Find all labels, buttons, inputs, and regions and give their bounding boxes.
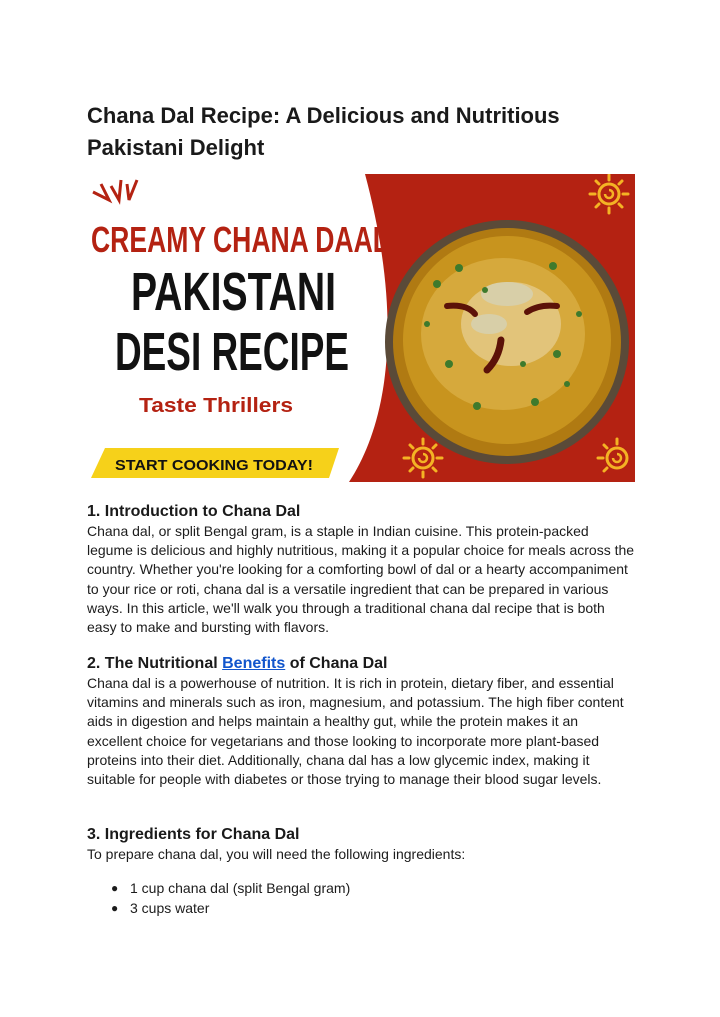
list-item [87,878,635,898]
benefits-link[interactable]: Benefits [222,655,286,672]
ingredient-text: 3 cups water [130,900,210,916]
decorative-strokes-icon [93,180,137,200]
heading-text-before: 2. The Nutritional [87,655,223,672]
section-body-ingredients: To prepare chana dal, you will need the following ingredients: [87,846,466,862]
banner-cta-text: START COOKING TODAY! [115,457,313,474]
banner-headline-2: PAKISTANI [131,262,336,322]
section-introduction [87,502,635,637]
bullet-icon: ● [111,901,119,915]
section-heading-introduction: 1. Introduction to Chana Dal [87,503,301,520]
section-heading-ingredients: 3. Ingredients for Chana Dal [87,826,300,843]
banner-headline-3: DESI RECIPE [115,322,349,382]
heading-text-after: of Chana Dal [285,655,388,672]
banner-headline-1: CREAMY CHANA DAAL [91,219,389,260]
bullet-icon: ● [111,881,119,895]
section-body-introduction: Chana dal, or split Bengal gram, is a staple in Indian cuisine. This protein-packed legume is delicious and highly nutritious, making it a popular choice for meals across the country. Whether you're looking for a comforting bowl of dal or a hearty accompaniment to your rice or roti, chana dal is a versatile ingredient that can be prepared in various ways. In this article, we'll walk you through a traditional chana dal recipe that is both easy to make and bursting with flavors. [87,523,635,636]
page-title: Chana Dal Recipe: A Delicious and Nutritious Pakistani Delight [87,103,560,160]
ingredient-text: 1 cup chana dal (split Bengal gram) [130,880,351,896]
section-heading-benefits [87,654,635,674]
section-ingredients [87,825,635,864]
list-item [87,898,635,918]
section-body-benefits: Chana dal is a powerhouse of nutrition. It is rich in protein, dietary fiber, and essential vitamins and minerals such as iron, magnesium, and potassium. The high fiber content aids in digestion and helps maintain a healthy gut, while the protein makes it an excellent choice for vegetarians and those looking to incorporate more plant-based proteins into their diet. Additionally, chana dal has a low glycemic index, making it suitable for people with diabetes or those trying to manage their blood sugar levels. [87,675,624,788]
dal-bowl-photo [385,220,629,464]
section-benefits [87,654,635,789]
banner-brand: Taste Thrillers [139,395,293,417]
ingredient-list [87,878,635,918]
recipe-banner-image [87,174,635,482]
